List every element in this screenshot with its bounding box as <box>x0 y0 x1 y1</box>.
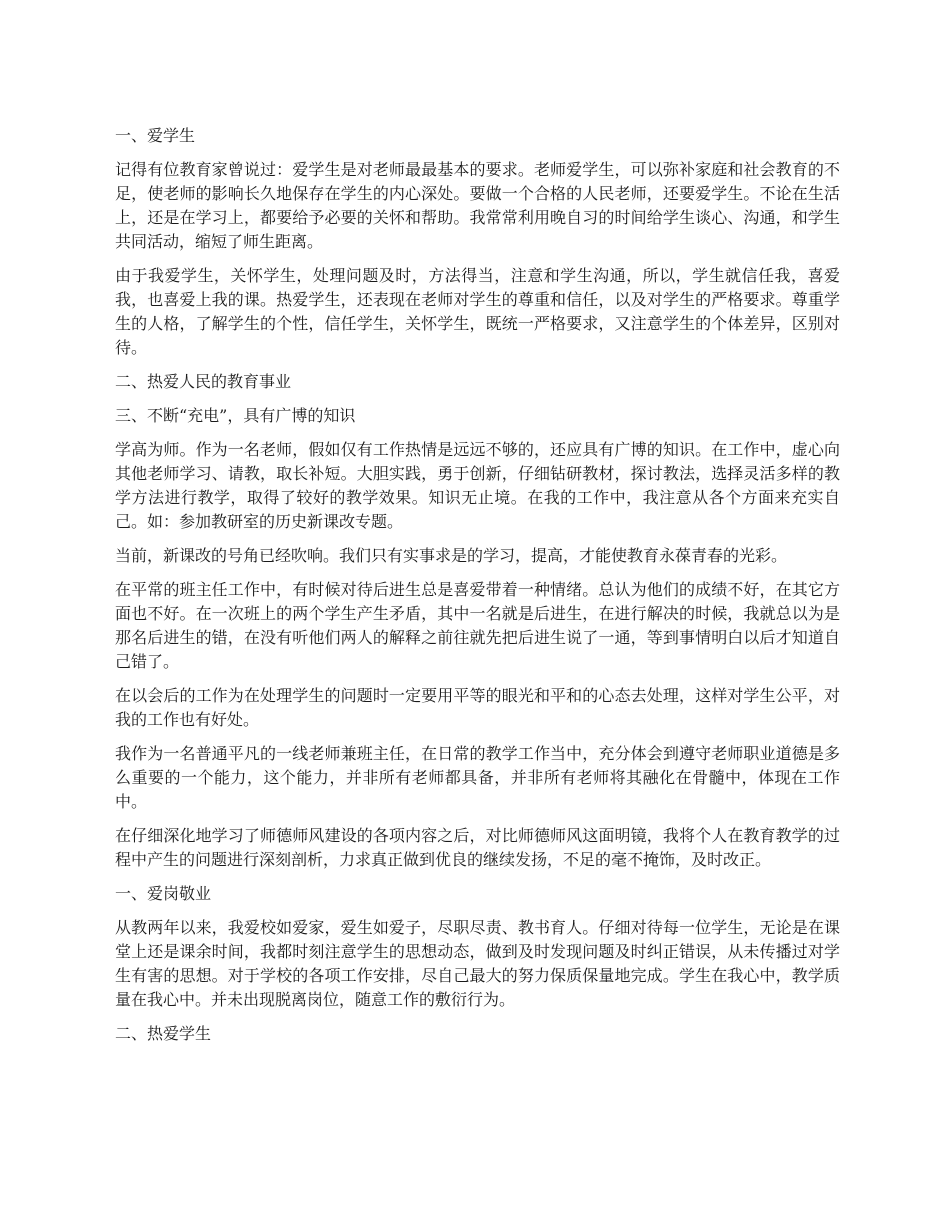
document-body <box>115 124 840 1056</box>
paragraph: 学高为师。作为一名老师，假如仅有工作热情是远远不够的，还应具有广博的知识。在工作中，虚心向其他老师学习、请教，取长补短。大胆实践，勇于创新，仔细钻研教材，探讨教法，选择灵活多样的教学方法进行教学，取得了较好的教学效果。知识无止境。在我的工作中，我注意从各个方面来充实自己。如：参加教研室的历史新课改专题。 <box>115 440 840 531</box>
section-heading-love-students-2: 二、热爱学生 <box>115 1024 212 1043</box>
paragraph: 记得有位教育家曾说过：爱学生是对老师最最基本的要求。老师爱学生，可以弥补家庭和社会教育的不足，使老师的影响长久地保存在学生的内心深处。要做一个合格的人民老师，还要爱学生。不论在生活上，还是在学习上，都要给予必要的关怀和帮助。我常常利用晚自习的时间给学生谈心、沟通，和学生共同活动，缩短了师生距离。 <box>115 160 840 251</box>
section-heading-dedication: 一、爱岗敬业 <box>115 884 212 903</box>
paragraph: 在仔细深化地学习了师德师风建设的各项内容之后，对比师德师风这面明镜，我将个人在教育教学的过程中产生的问题进行深刻剖析，力求真正做到优良的继续发扬，不足的毫不掩饰，及时改正。 <box>115 826 840 869</box>
paragraph: 在以会后的工作为在处理学生的问题时一定要用平等的眼光和平和的心态去处理，这样对学生公平，对我的工作也有好处。 <box>115 686 840 729</box>
paragraph: 由于我爱学生，关怀学生，处理问题及时，方法得当，注意和学生沟通，所以，学生就信任我，喜爱我，也喜爱上我的课。热爱学生，还表现在老师对学生的尊重和信任，以及对学生的严格要求。尊重学生的人格，了解学生的个性，信任学生，关怀学生，既统一严格要求，又注意学生的个体差异，区别对待。 <box>115 266 840 357</box>
section-heading-love-students: 一、爱学生 <box>115 126 196 145</box>
paragraph: 当前，新课改的号角已经吹响。我们只有实事求是的学习，提高，才能使教育永葆青春的光彩。 <box>115 546 788 565</box>
paragraph: 在平常的班主任工作中，有时候对待后进生总是喜爱带着一种情绪。总认为他们的成绩不好，在其它方面也不好。在一次班上的两个学生产生矛盾，其中一名就是后进生，在进行解决的时候，我就总以为是那名后进生的错，在没有听他们两人的解释之前往就先把后进生说了一通，等到事情明白以后才知道自己错了。 <box>115 580 840 671</box>
section-heading-recharge: 三、不断“充电”，具有广博的知识 <box>115 406 356 425</box>
paragraph: 从教两年以来，我爱校如爱家，爱生如爱子，尽职尽责、教书育人。仔细对待每一位学生，无论是在课堂上还是课余时间，我都时刻注意学生的思想动态，做到及时发现问题及时纠正错误，从未传播过对学生有害的思想。对于学校的各项工作安排，尽自己最大的努力保质保量地完成。学生在我心中，教学质量在我心中。并未出现脱离岗位，随意工作的敷衍行为。 <box>115 918 840 1009</box>
section-heading-love-education: 二、热爱人民的教育事业 <box>115 372 292 391</box>
paragraph: 我作为一名普通平凡的一线老师兼班主任，在日常的教学工作当中，充分体会到遵守老师职业道德是多么重要的一个能力，这个能力，并非所有老师都具备，并非所有老师将其融化在骨髓中，体现在工作中。 <box>115 744 840 811</box>
